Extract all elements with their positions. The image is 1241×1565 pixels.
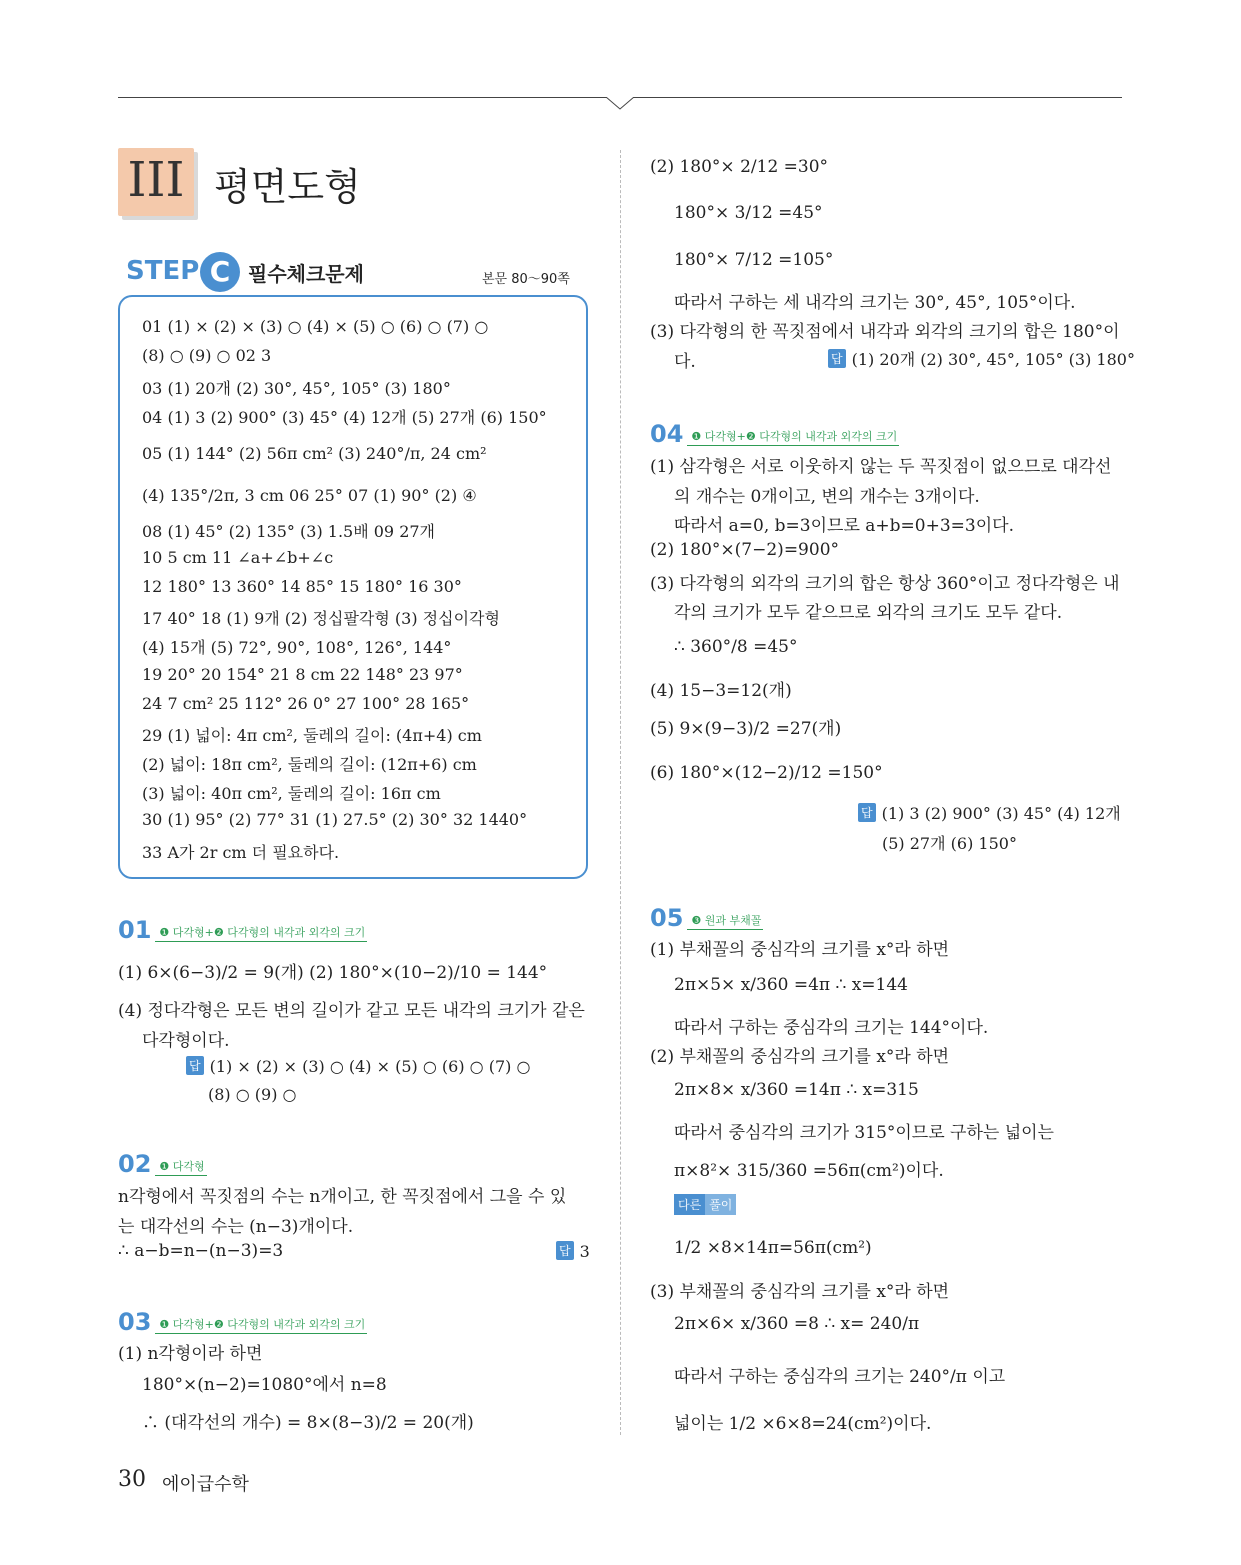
solution-line: (3) 다각형의 한 꼭짓점에서 내각과 외각의 크기의 합은 180°이 xyxy=(650,322,1120,342)
answer-text: (1) 20개 (2) 30°, 45°, 105° (3) 180° xyxy=(851,350,1135,369)
solution-line: 2π×5× x/360 =4π ∴ x=144 xyxy=(674,975,908,995)
chapter-number: III xyxy=(127,152,185,208)
question-01-header xyxy=(118,918,367,942)
solution-line: (4) 정다각형은 모든 변의 길이가 같고 모든 내각의 크기가 같은 xyxy=(118,1001,585,1021)
answer-line: 19 20° 20 154° 21 8 cm 22 148° 23 97° xyxy=(142,665,463,684)
answer-line: (5) 27개 (6) 150° xyxy=(882,834,1017,853)
solution-line: (1) 6×(6−3)/2 = 9(개) (2) 180°×(10−2)/10 = 144° xyxy=(118,963,548,983)
answer-line: 33 A가 2r cm 더 필요하다. xyxy=(142,843,340,862)
answer-line xyxy=(858,801,1121,824)
solution-line: (1) n각형이라 하면 xyxy=(118,1344,263,1364)
question-number: 02 xyxy=(118,1150,152,1178)
answer-text: (1) 3 (2) 900° (3) 45° (4) 12개 xyxy=(881,804,1121,823)
topic-tag: ❸ 원과 부채꼴 xyxy=(687,912,763,930)
answer-line: (4) 15개 (5) 72°, 90°, 108°, 126°, 144° xyxy=(142,638,452,657)
answer-line: (4) 135°/2π, 3 cm 06 25° 07 (1) 90° (2) ④ xyxy=(142,486,477,505)
question-05-header xyxy=(650,906,763,930)
answer-mark: 답 xyxy=(186,1056,204,1075)
topic-tag: ❶ 다각형+❷ 다각형의 내각과 외각의 크기 xyxy=(155,924,367,942)
solution-line: 다. xyxy=(674,352,696,372)
solution-line: 따라서 구하는 세 내각의 크기는 30°, 45°, 105°이다. xyxy=(674,293,1076,313)
step-label: 필수체크문제 xyxy=(248,262,364,286)
solution-line: 다각형이다. xyxy=(142,1031,230,1051)
answer-line: 08 (1) 45° (2) 135° (3) 1.5배 09 27개 xyxy=(142,522,436,541)
answer-text: 3 xyxy=(579,1242,590,1261)
solution-line: 각의 크기가 모두 같으므로 외각의 크기도 모두 같다. xyxy=(674,603,1063,623)
answer-line: (2) 넓이: 18π cm², 둘레의 길이: (12π+6) cm xyxy=(142,755,477,774)
topic-tag: ❶ 다각형+❷ 다각형의 내각과 외각의 크기 xyxy=(687,428,899,446)
solution-line: 따라서 a=0, b=3이므로 a+b=0+3=3이다. xyxy=(674,516,1014,536)
solution-line: 180°×(n−2)=1080°에서 n=8 xyxy=(142,1375,387,1395)
solution-line: π×8²× 315/360 =56π(cm²)이다. xyxy=(674,1161,944,1181)
question-number: 03 xyxy=(118,1308,152,1336)
solution-line: 따라서 중심각의 크기가 315°이므로 구하는 넓이는 xyxy=(674,1123,1054,1143)
solution-line: ∴ 360°/8 =45° xyxy=(674,637,798,657)
step-word: STEP xyxy=(126,256,200,286)
answer-line xyxy=(828,347,1135,370)
answer-summary-box xyxy=(118,295,588,879)
solution-line: ∴ a−b=n−(n−3)=3 xyxy=(118,1241,284,1261)
solution-line: (1) 부채꼴의 중심각의 크기를 x°라 하면 xyxy=(650,940,950,960)
answer-line: 24 7 cm² 25 112° 26 0° 27 100° 28 165° xyxy=(142,694,470,713)
answer-line: 17 40° 18 (1) 9개 (2) 정십팔각형 (3) 정십이각형 xyxy=(142,609,500,628)
answer-mark: 답 xyxy=(858,803,876,822)
answer-line: 12 180° 13 360° 14 85° 15 180° 16 30° xyxy=(142,577,462,596)
question-04-header xyxy=(650,422,899,446)
answer-line: 29 (1) 넓이: 4π cm², 둘레의 길이: (4π+4) cm xyxy=(142,726,482,745)
answer-line: 30 (1) 95° (2) 77° 31 (1) 27.5° (2) 30° 32 1440° xyxy=(142,810,528,829)
question-number: 04 xyxy=(650,420,684,448)
solution-line: (3) 부채꼴의 중심각의 크기를 x°라 하면 xyxy=(650,1282,950,1302)
solution-line: (4) 15−3=12(개) xyxy=(650,681,792,701)
solution-line: n각형에서 꼭짓점의 수는 n개이고, 한 꼭짓점에서 그을 수 있 xyxy=(118,1187,567,1207)
question-number: 01 xyxy=(118,916,152,944)
solution-line: 2π×8× x/360 =14π ∴ x=315 xyxy=(674,1080,919,1100)
top-notch xyxy=(606,97,634,111)
solution-line: 2π×6× x/360 =8 ∴ x= 240/π xyxy=(674,1314,920,1334)
question-03-header xyxy=(118,1310,367,1334)
column-divider xyxy=(620,150,621,1435)
solution-line: (2) 부채꼴의 중심각의 크기를 x°라 하면 xyxy=(650,1047,950,1067)
other-label-1: 다른 xyxy=(674,1194,705,1215)
question-02-header xyxy=(118,1152,207,1176)
solution-line: ∴ (대각선의 개수) = 8×(8−3)/2 = 20(개) xyxy=(142,1413,474,1433)
solution-line: 1/2 ×8×14π=56π(cm²) xyxy=(674,1238,872,1258)
answer-line: 05 (1) 144° (2) 56π cm² (3) 240°/π, 24 cm² xyxy=(142,444,487,463)
solution-line: 180°× 7/12 =105° xyxy=(674,250,834,270)
answer-line: (8) ○ (9) ○ 02 3 xyxy=(142,346,272,365)
topic-tag: ❶ 다각형+❷ 다각형의 내각과 외각의 크기 xyxy=(155,1316,367,1334)
alternative-solution-label xyxy=(674,1194,736,1215)
solution-line: (1) 삼각형은 서로 이웃하지 않는 두 꼭짓점이 없으므로 대각선 xyxy=(650,457,1112,477)
answer-line: 03 (1) 20개 (2) 30°, 45°, 105° (3) 180° xyxy=(142,379,451,398)
other-label-2: 풀이 xyxy=(705,1194,736,1215)
topic-tag: ❶ 다각형 xyxy=(155,1158,206,1176)
solution-line: (2) 180°× 2/12 =30° xyxy=(650,157,829,177)
solution-line: (3) 다각형의 외각의 크기의 합은 항상 360°이고 정다각형은 내 xyxy=(650,574,1120,594)
page-number: 30 xyxy=(118,1467,146,1492)
solution-line: 넓이는 1/2 ×6×8=24(cm²)이다. xyxy=(674,1414,932,1434)
step-header xyxy=(126,252,591,292)
answer-line: 01 (1) × (2) × (3) ○ (4) × (5) ○ (6) ○ (7) ○ xyxy=(142,317,489,336)
book-title: 에이급수학 xyxy=(162,1474,249,1495)
answer-line xyxy=(556,1241,590,1261)
answer-mark: 답 xyxy=(828,349,846,368)
solution-line: 180°× 3/12 =45° xyxy=(674,203,823,223)
solution-line: 는 대각선의 수는 (n−3)개이다. xyxy=(118,1217,354,1237)
chapter-title: 평면도형 xyxy=(214,165,361,209)
step-page-ref: 본문 80～90쪽 xyxy=(482,272,570,287)
step-letter-badge: C xyxy=(200,252,240,292)
question-number: 05 xyxy=(650,904,684,932)
solution-line: (6) 180°×(12−2)/12 =150° xyxy=(650,763,883,783)
solution-line: (5) 9×(9−3)/2 =27(개) xyxy=(650,719,842,739)
answer-line: 10 5 cm 11 ∠a+∠b+∠c xyxy=(142,548,334,567)
answer-mark: 답 xyxy=(556,1241,574,1260)
answer-line xyxy=(186,1056,530,1076)
solution-line: 따라서 구하는 중심각의 크기는 240°/π 이고 xyxy=(674,1367,1006,1387)
answer-text: (1) × (2) × (3) ○ (4) × (5) ○ (6) ○ (7) ○ xyxy=(209,1057,531,1076)
answer-line: (3) 넓이: 40π cm², 둘레의 길이: 16π cm xyxy=(142,784,441,803)
solution-line: 의 개수는 0개이고, 변의 개수는 3개이다. xyxy=(674,487,980,507)
solution-line: 따라서 구하는 중심각의 크기는 144°이다. xyxy=(674,1018,989,1038)
solution-line: (2) 180°×(7−2)=900° xyxy=(650,540,840,560)
answer-line: (8) ○ (9) ○ xyxy=(208,1085,297,1104)
answer-line: 04 (1) 3 (2) 900° (3) 45° (4) 12개 (5) 27개 (6) 150° xyxy=(142,408,547,427)
